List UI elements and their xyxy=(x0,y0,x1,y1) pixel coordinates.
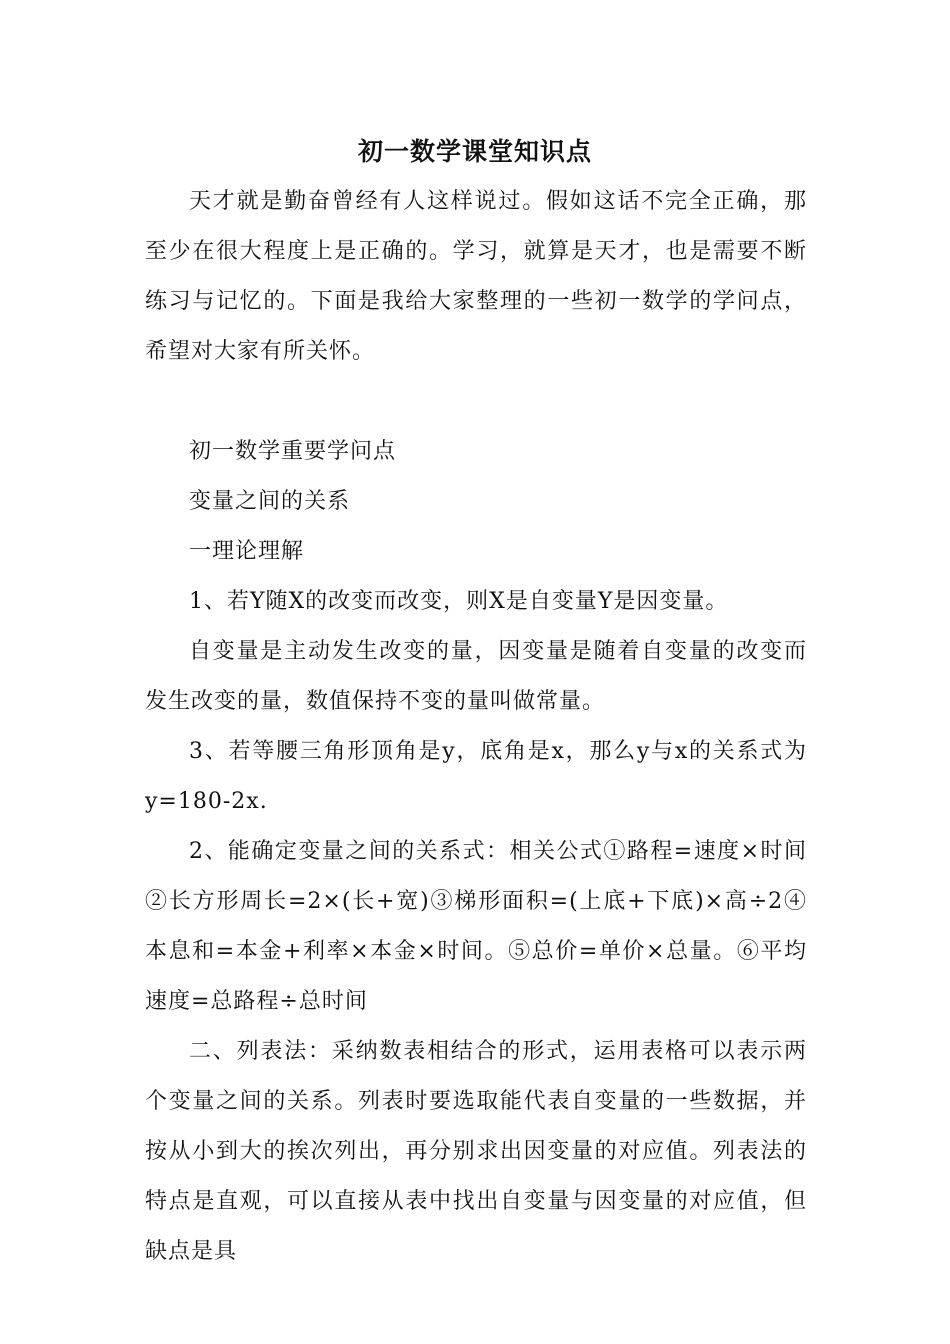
paragraph-constant-definition: 自变量是主动发生改变的量，因变量是随着自变量的改变而发生改变的量，数值保持不变的量叫做常量。 xyxy=(145,639,807,714)
document-body xyxy=(145,177,807,1277)
topic-heading: 变量之间的关系 xyxy=(189,489,351,514)
paragraph-variable-definition: 1、若Y随X的改变而改变，则X是自变量Y是因变量。 xyxy=(189,589,729,614)
paragraph-table-method: 二、列表法：采纳数表相结合的形式，运用表格可以表示两个变量之间的关系。列表时要选取能代表自变量的一些数据，并按从小到大的挨次列出，再分别求出因变量的对应值。列表法的特点是直观，可以直接从表中找出自变量与因变量的对应值，但缺点是具 xyxy=(145,1039,807,1264)
page-title: 初一数学课堂知识点 xyxy=(357,137,592,166)
sub-heading: 一理论理解 xyxy=(189,539,305,564)
spacer xyxy=(145,377,807,427)
section-heading: 初一数学重要学问点 xyxy=(189,439,397,464)
intro-paragraph: 天才就是勤奋曾经有人这样说过。假如这话不完全正确，那至少在很大程度上是正确的。学习，就算是天才，也是需要不断练习与记忆的。下面是我给大家整理的一些初一数学的学问点，希望对大家有所关怀。 xyxy=(145,189,807,364)
paragraph-formulas: 2、能确定变量之间的关系式：相关公式①路程=速度×时间②长方形周长=2×(长+宽)③梯形面积=(上底+下底)×高÷2④本息和=本金+利率×本金×时间。⑤总价=单价×总量。⑥平均速度=总路程÷总时间 xyxy=(145,839,807,1014)
paragraph-triangle-example: 3、若等腰三角形顶角是y，底角是x，那么y与x的关系式为y=180-2x. xyxy=(145,739,807,814)
